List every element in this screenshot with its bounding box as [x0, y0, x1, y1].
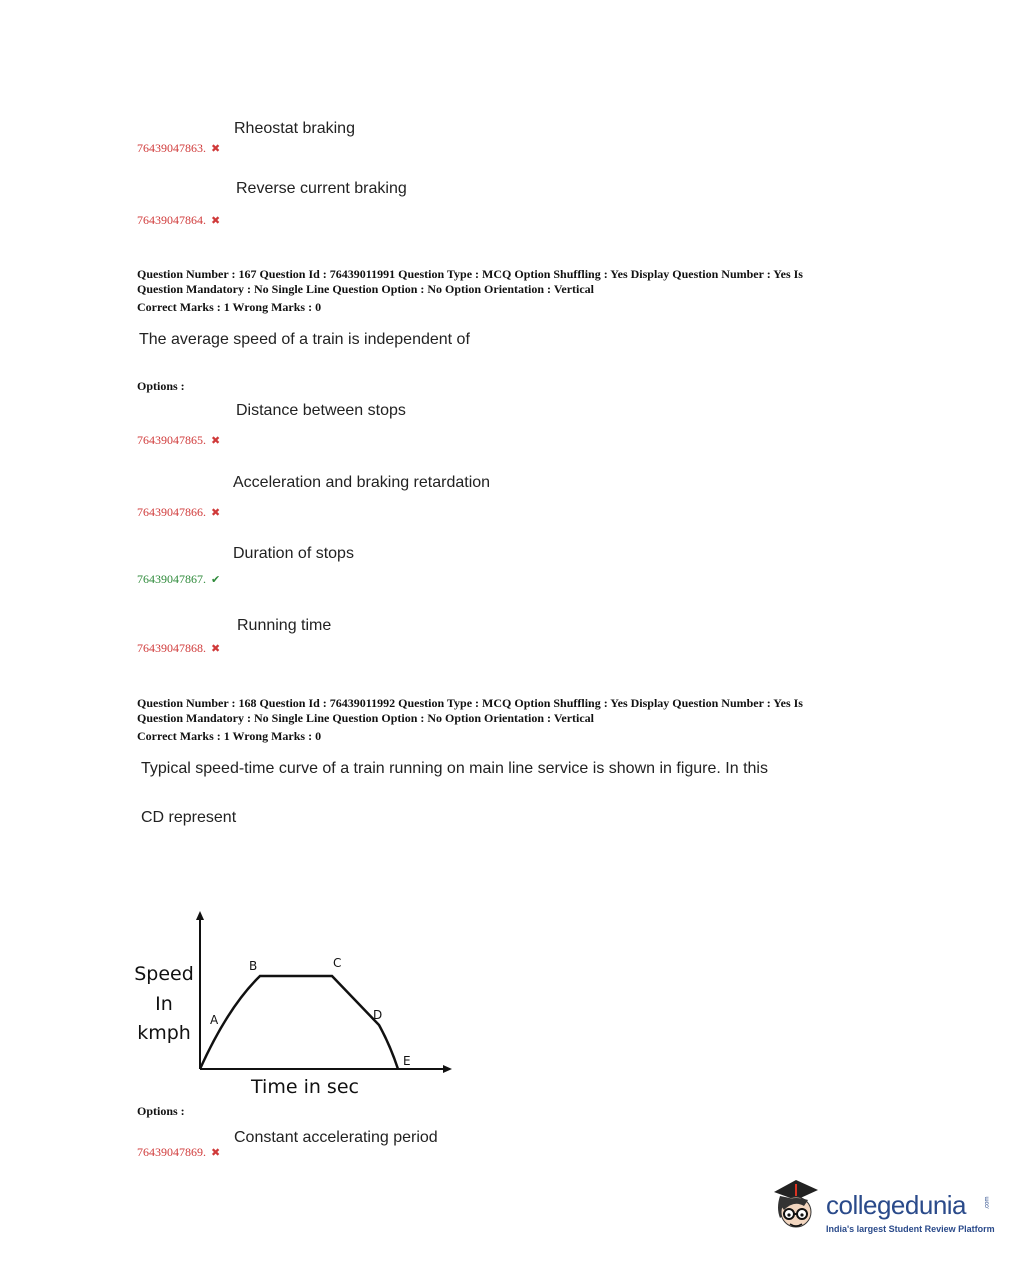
- x-axis-arrow: [443, 1065, 452, 1073]
- question-text: Typical speed-time curve of a train running on main line service is shown in figure. In this: [141, 760, 768, 777]
- option-id: 76439047868. ✖: [137, 641, 221, 655]
- speed-curve: [200, 976, 398, 1069]
- wrong-icon: ✖: [211, 215, 221, 227]
- wrong-icon: ✖: [211, 435, 221, 447]
- x-label: Time in sec: [251, 1076, 359, 1098]
- option-text: Running time: [237, 617, 332, 634]
- speed-time-curve: [132, 905, 462, 1105]
- point-label-b: B: [249, 959, 258, 973]
- point-label-d: D: [373, 1008, 383, 1022]
- wrong-icon: ✖: [211, 507, 221, 519]
- wrong-icon: ✖: [211, 143, 221, 155]
- question-text-line2: CD represent: [141, 809, 237, 826]
- options-label: Options :: [137, 1104, 185, 1118]
- logo-name: collegedunia: [826, 1190, 967, 1220]
- point-label-a: A: [210, 1013, 219, 1027]
- wrong-icon: ✖: [211, 643, 221, 655]
- option-text: Reverse current braking: [236, 180, 407, 197]
- logo-tagline: India's largest Student Review Platform: [826, 1224, 995, 1234]
- wrong-icon: ✖: [211, 1147, 221, 1159]
- question-meta: Question Number : 167 Question Id : 76439011991 Question Type : MCQ Option Shuffling : Yes Display Question Number : Yes Is Question Mandatory : No Single Line Question Option : No Option Orientation : Vertical Correct Marks : 1 Wrong Marks : 0: [137, 267, 803, 314]
- options-label: Options :: [137, 379, 185, 393]
- point-label-e: E: [403, 1054, 411, 1068]
- mascot-icon: [768, 1178, 826, 1248]
- option-id: 76439047865. ✖: [137, 433, 221, 447]
- logo-com: .com: [984, 1196, 991, 1210]
- speed-time-figure: [132, 905, 462, 1110]
- y-label-line3: kmph: [137, 1022, 191, 1044]
- y-label-line2: In: [155, 993, 173, 1015]
- check-icon: ✔: [211, 574, 221, 586]
- collegedunia-logo: [768, 1178, 998, 1248]
- option-text: Acceleration and braking retardation: [233, 474, 491, 491]
- option-text: Distance between stops: [236, 402, 406, 419]
- question-text: The average speed of a train is independent of: [139, 331, 470, 348]
- option-text: Duration of stops: [233, 545, 354, 562]
- option-id: 76439047869. ✖: [137, 1145, 221, 1159]
- question-meta: Question Number : 168 Question Id : 76439011992 Question Type : MCQ Option Shuffling : Yes Display Question Number : Yes Is Question Mandatory : No Single Line Question Option : No Option Orientation : Vertical Correct Marks : 1 Wrong Marks : 0: [137, 696, 803, 743]
- y-axis-arrow: [196, 911, 204, 920]
- option-id: 76439047866. ✖: [137, 505, 221, 519]
- option-id-correct: 76439047867. ✔: [137, 572, 221, 586]
- option-id: 76439047863. ✖: [137, 141, 221, 155]
- y-label-line1: Speed: [134, 963, 194, 985]
- option-text: Constant accelerating period: [234, 1129, 438, 1146]
- option-text: Rheostat braking: [234, 120, 355, 137]
- point-label-c: C: [333, 956, 342, 970]
- option-id: 76439047864. ✖: [137, 213, 221, 227]
